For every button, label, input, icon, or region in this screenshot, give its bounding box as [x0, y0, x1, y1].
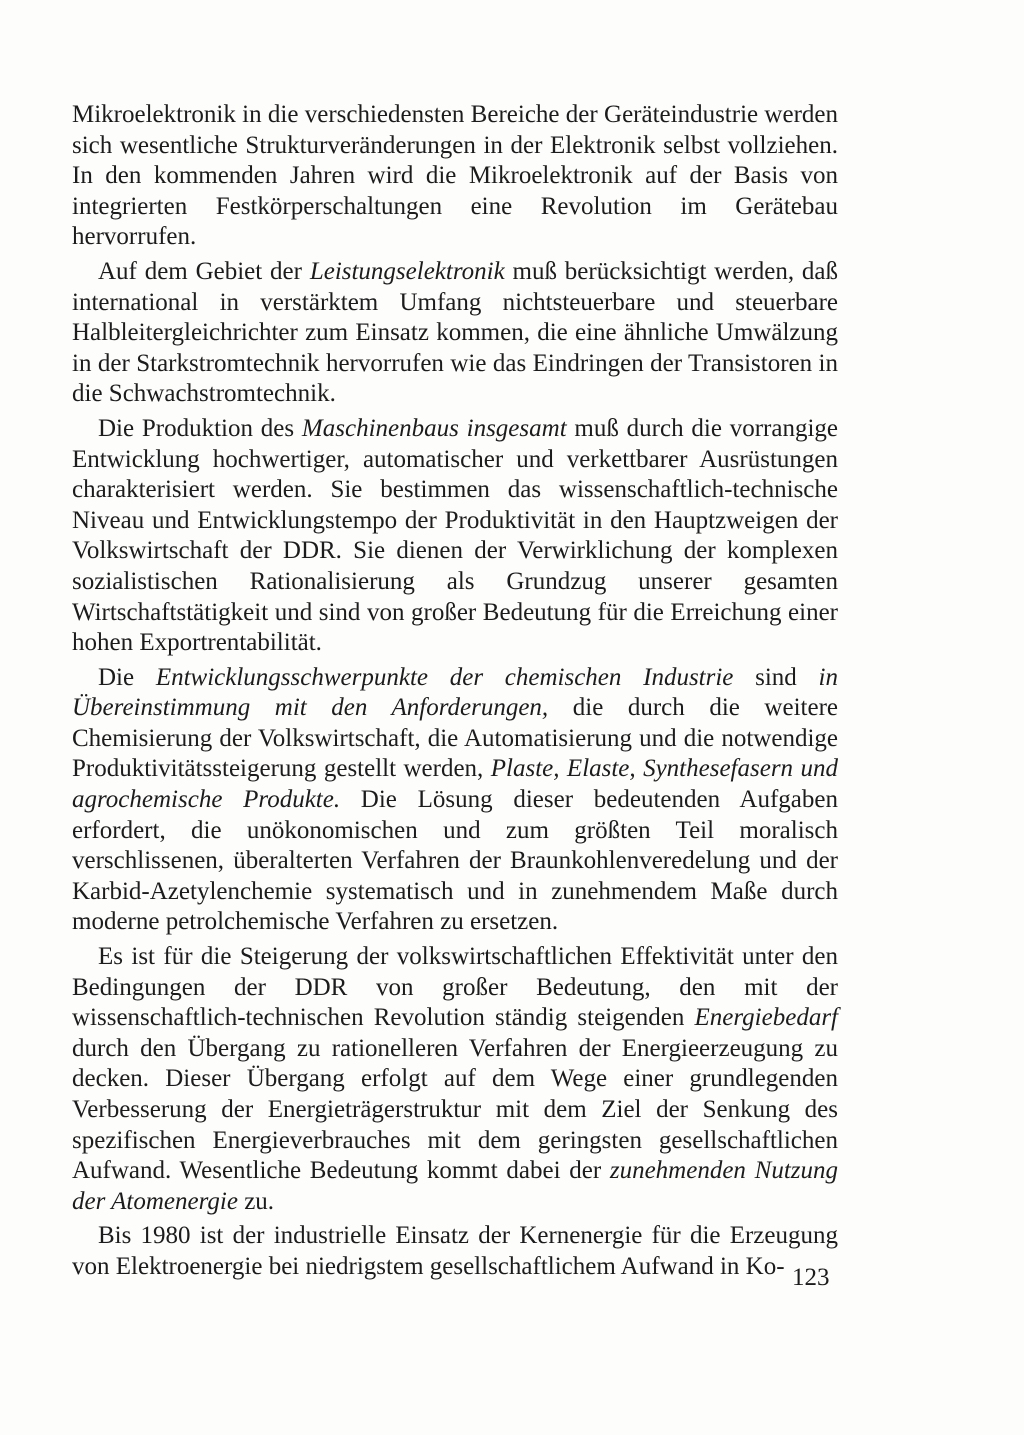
text-run: sind	[733, 663, 819, 691]
text-run: Die Produktion des	[98, 414, 302, 442]
text-run: Mikroelektronik in die verschiedensten Bereiche der Geräteindustrie werden sich wesentliche Strukturveränderungen in der Elektronik selbst vollziehen. In den kommenden Jahren wird die Mikroelektronik auf der Basis von integrierten Festkörperschaltungen eine Revolution im Gerätebau hervorrufen.	[72, 101, 838, 251]
page-number: 123	[792, 1264, 830, 1291]
text-run: muß durch die vorrangige Entwicklung hochwertiger, automatischer und verkettbarer Ausrüstungen charakterisiert werden. Sie bestimmen das wissenschaftlich-technische Niveau und Entwicklungstempo der Produktivität in den Hauptzweigen der Volkswirtschaft der DDR. Sie dienen der Verwirklichung der komplexen sozialistischen Rationalisierung als Grundzug unserer gesamten Wirtschaftstätigkeit und sind von großer Bedeutung für die Erreichung einer hohen Exportrentabilität.	[72, 414, 839, 657]
text-run: Bis 1980 ist der industrielle Einsatz der Kernenergie für die Erzeugung von Elektroenergie bei niedrigstem gesellschaftlichem Aufwand in Ko-	[72, 1222, 838, 1280]
text-run: die durch die weitere Chemisierung der Volkswirtschaft, die Automatisierung und die notwendige Produktivitätssteigerung gestellt werden,	[72, 694, 838, 783]
paragraph	[72, 100, 838, 253]
text-run: zu.	[237, 1187, 275, 1215]
paragraph	[72, 257, 838, 410]
body-text	[72, 100, 838, 1287]
text-run: Die	[98, 663, 156, 691]
text-run: Es ist für die Steigerung der volkswirtschaftlichen Effektivität unter den Bedingungen der DDR von großer Bedeutung, den mit der wissenschaftlich-technischen Revolution ständig steigenden	[72, 943, 838, 1032]
emphasized-text: Leistungselektronik	[309, 257, 505, 285]
emphasized-text: Plaste, Elaste, Synthesefasern und agrochemische Produkte.	[72, 755, 838, 814]
emphasized-text: in Übereinstimmung mit den Anforderungen,	[72, 663, 838, 722]
text-run: durch den Übergang zu rationelleren Verfahren der Energieerzeugung zu decken. Dieser Übergang erfolgt auf dem Wege einer grundlegenden Verbesserung der Energieträgerstruktur mit dem Ziel der Senkung des spezifischen Energieverbrauches mit dem geringsten gesellschaftlichen Aufwand. Wesentliche Bedeutung kommt dabei der	[72, 1034, 838, 1185]
paragraph	[72, 1221, 838, 1282]
emphasized-text: Entwicklungsschwerpunkte der chemischen Industrie	[155, 663, 734, 691]
paragraph	[72, 942, 838, 1217]
emphasized-text: Energiebedarf	[694, 1004, 838, 1032]
paragraph	[72, 414, 838, 659]
text-run: Auf dem Gebiet der	[98, 257, 310, 285]
paragraph	[72, 663, 838, 938]
text-run: Die Lösung dieser bedeutenden Aufgaben erfordert, die unökonomischen und zum größten Teil moralisch verschlissenen, überalterten Verfahren der Braunkohlenveredelung und der Karbid-Azetylenchemie systematisch und in zunehmendem Maße durch moderne petrolchemische Verfahren zu ersetzen.	[72, 786, 838, 936]
text-run: muß berücksichtigt werden, daß international in verstärktem Umfang nichtsteuerbare und steuerbare Halbleitergleichrichter zum Einsatz kommen, die eine ähnliche Umwälzung in der Starkstromtechnik hervorrufen wie das Eindringen der Transistoren in die Schwachstromtechnik.	[72, 257, 838, 408]
emphasized-text: zunehmenden Nutzung der Atomenergie	[72, 1157, 838, 1215]
emphasized-text: Maschinenbaus insgesamt	[301, 414, 567, 442]
